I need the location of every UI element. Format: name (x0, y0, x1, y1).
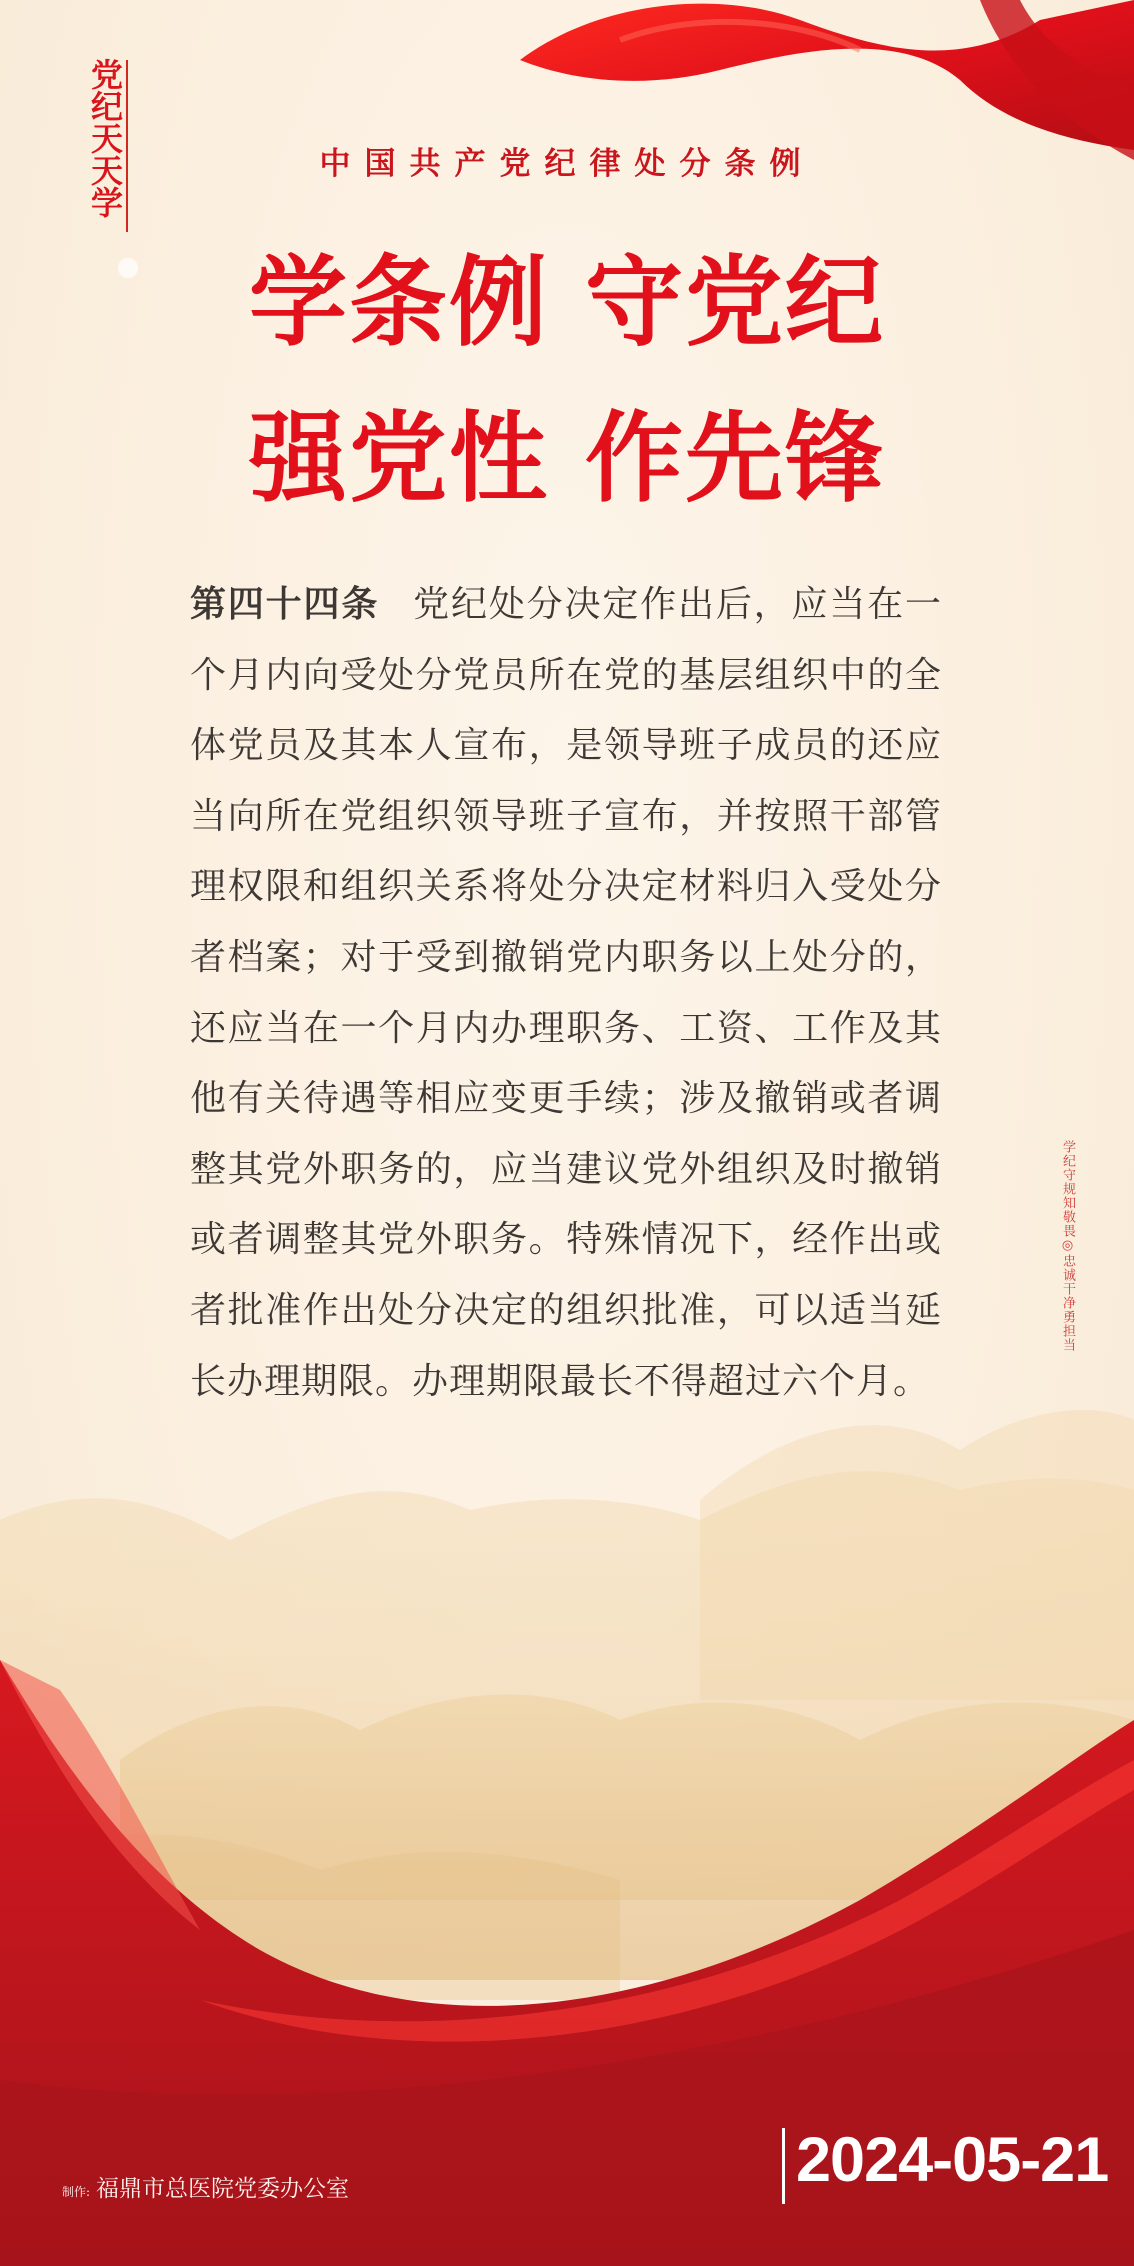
date-divider (782, 2128, 785, 2204)
headline-line-1: 学条例 守党纪 (248, 246, 886, 360)
article-body (190, 570, 942, 1417)
headline-line-2: 强党性 作先锋 (248, 402, 886, 516)
article-label: 第四十四条 (190, 584, 380, 625)
side-slogan: 学纪守规知敬畏◎忠诚干净勇担当 (1060, 1140, 1075, 1352)
subtitle: 中国共产党纪律处分条例 (319, 146, 815, 182)
credit (62, 2170, 349, 2203)
article-text: 党纪处分决定作出后，应当在一个月内向受处分党员所在党的基层组织中的全体党员及其本人宣布，是领导班子成员的还应当向所在党组织领导班子宣布，并按照干部管理权限和组织关系将处分决定材料归入受处分者档案；对于受到撤销党内职务以上处分的，还应当在一个月内办理职务、工资、工作及其他有关待遇等相应变更手续；涉及撤销或者调整其党外职务的，应当建议党外组织及时撤销或者调整其党外职务。特殊情况下，经作出或者批准作出处分决定的组织批准，可以适当延长办理期限。办理期限最长不得超过六个月。 (190, 584, 942, 1402)
credit-prefix: 制作: (62, 2185, 91, 2199)
top-ribbon (520, 0, 1134, 160)
vertical-title: 党纪天天学 (86, 58, 124, 218)
credit-text: 福鼎市总医院党委办公室 (96, 2176, 350, 2202)
date: 2024-05-21 (796, 2125, 1109, 2195)
